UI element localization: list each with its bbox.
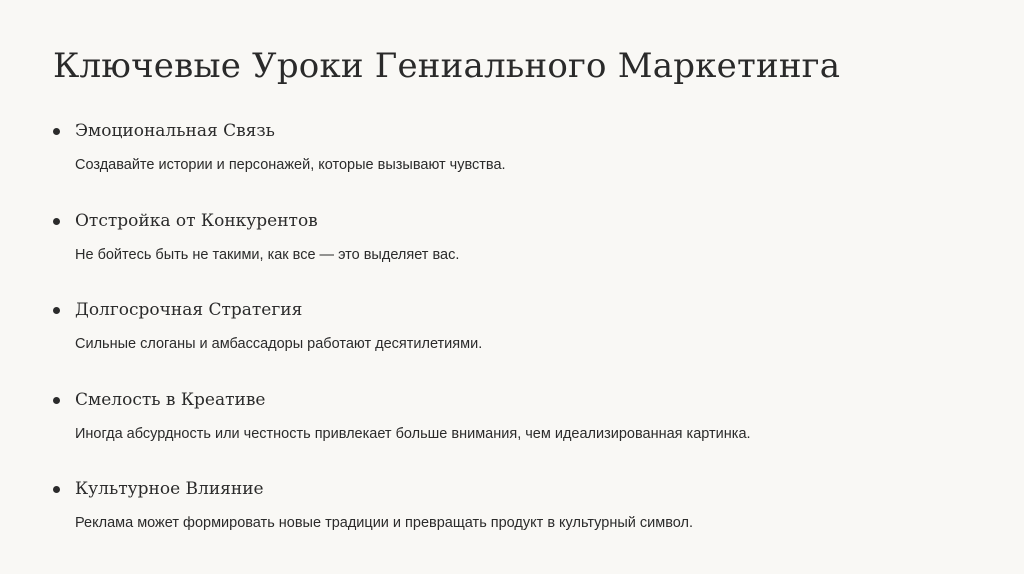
item-heading: Эмоциональная Связь — [75, 121, 275, 141]
list-item — [53, 116, 983, 206]
list-item — [53, 295, 983, 385]
bullet-icon — [53, 486, 60, 493]
item-description: Иногда абсурдность или честность привлекает больше внимания, чем идеализированная картинка. — [75, 425, 751, 442]
list-item — [53, 385, 983, 475]
item-description: Сильные слоганы и амбассадоры работают десятилетиями. — [75, 336, 483, 352]
item-description: Не бойтесь быть не такими, как все — это выделяет вас. — [75, 246, 460, 263]
bullet-icon — [53, 128, 60, 135]
list-item — [53, 474, 983, 564]
item-description: Создавайте истории и персонажей, которые вызывают чувства. — [75, 157, 506, 173]
item-description: Реклама может формировать новые традиции и превращать продукт в культурный символ. — [75, 515, 693, 531]
item-heading: Долгосрочная Стратегия — [75, 300, 303, 320]
list-item — [53, 206, 983, 296]
slide-title: Ключевые Уроки Гениального Маркетинга — [53, 46, 841, 86]
bullet-icon — [53, 397, 60, 404]
lessons-list — [53, 116, 983, 564]
item-heading: Смелость в Креативе — [75, 389, 266, 410]
bullet-icon — [53, 218, 60, 225]
item-heading: Отстройка от Конкурентов — [75, 210, 318, 231]
bullet-icon — [53, 307, 60, 314]
item-heading: Культурное Влияние — [75, 479, 264, 499]
